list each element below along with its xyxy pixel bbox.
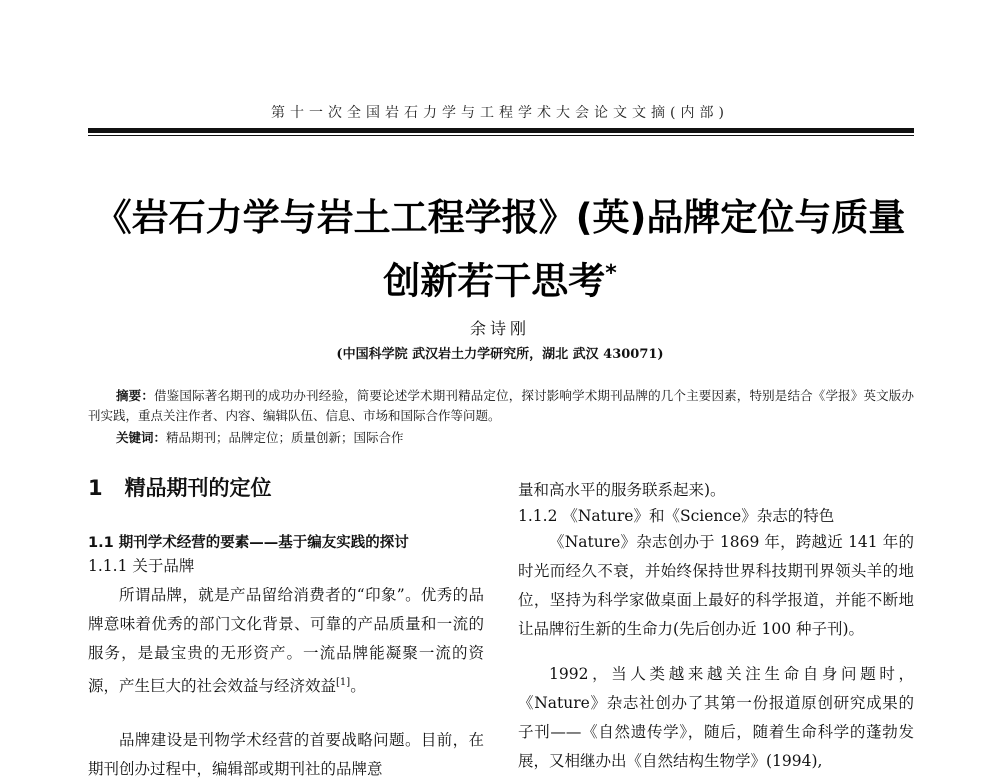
abstract-label: 摘要： [116,388,155,403]
abstract [88,386,914,426]
section-1-heading [88,472,508,502]
author-name: 余诗刚 [469,319,530,338]
citation-1: [1] [336,677,351,688]
keywords-label: 关键词： [116,430,167,445]
paper-title [70,190,930,309]
title-line-1: 《岩石力学与岩土工程学报》(英)品牌定位与质量 [94,196,906,239]
running-header: 第十一次全国岩石力学与工程学术大会论文文摘(内部) [271,105,729,121]
header-rule-thin [88,135,914,136]
section-1-title: 精品期刊的定位 [124,476,272,500]
subsection-1-1-1-heading: 1.1.1 关于品牌 [88,557,195,575]
header-rule-thick [88,128,914,133]
abstract-text: 借鉴国际著名期刊的成功办刊经验，简要论述学术期刊精品定位，探讨影响学术期刊品牌的几个主要因素，特别是结合《学报》英文版办刊实践，重点关注作者、内容、编辑队伍、信息、市场和国际合作等问题。 [88,388,914,423]
title-footnote-mark: * [605,261,617,286]
right-paragraph-1: 《Nature》杂志创办于 1869 年，跨越近 141 年的时光而经久不衰，并始终保持世界科技期刊界领头羊的地位，坚持为科学家做桌面上最好的科学报道，并能不断地让品牌衍生新的生命力(先后创办近 100 种子刊)。 [518,533,914,638]
right-continuation-line: 量和高水平的服务联系起来)。 [518,481,726,499]
title-line-2: 创新若干思考* [383,259,617,303]
left-paragraph-1: 所谓品牌，就是产品留给消费者的“印象”。优秀的品牌意味着优秀的部门文化背景、可靠的产品质量和一流的服务，是最宝贵的无形资产。一流品牌能凝聚一流的资源，产生巨大的社会效益与经济效益[1]。 [88,586,484,696]
left-paragraph-2: 品牌建设是刊物学术经营的首要战略问题。目前，在期刊创办过程中，编辑部或期刊社的品牌意 [88,731,484,778]
keywords [116,428,906,448]
subsection-1-1-2-heading: 1.1.2 《Nature》和《Science》杂志的特色 [518,507,835,525]
author-affiliation: (中国科学院 武汉岩土力学研究所，湖北 武汉 430071) [336,347,664,362]
section-1-number: 1 [88,476,103,500]
keywords-text: 精品期刊；品牌定位；质量创新；国际合作 [166,430,404,445]
right-paragraph-2: 1992，当人类越来越关注生命自身问题时，《Nature》杂志社创办了其第一份报道原创研究成果的子刊——《自然遗传学》，随后，随着生命科学的蓬勃发展，又相继办出《自然结构生物学》(1994), [518,665,914,770]
subsection-1-1-heading: 1.1 期刊学术经营的要素——基于编友实践的探讨 [88,535,409,551]
